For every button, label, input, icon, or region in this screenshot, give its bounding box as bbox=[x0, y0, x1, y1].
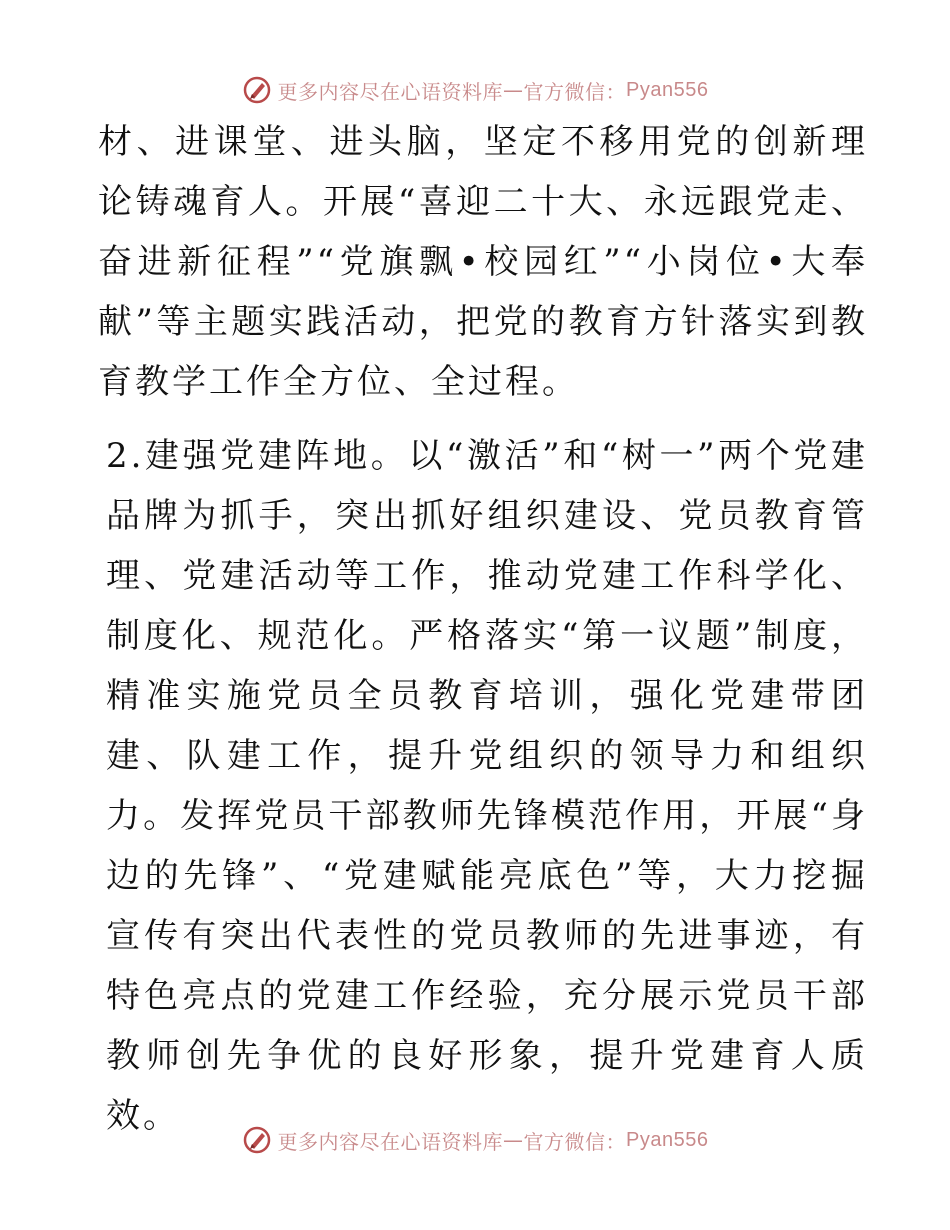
header-wechat-label: 官方微信： bbox=[523, 79, 627, 104]
footer-watermark bbox=[0, 1120, 950, 1160]
header-watermark bbox=[0, 70, 950, 110]
paragraph-2: 2.建强党建阵地。以“激活”和“树一”两个党建品牌为抓手，突出抓好组织建设、党员教育管理、党建活动等工作，推动党建工作科学化、制度化、规范化。严格落实“第一议题”制度，精准实施党员全员教育培训，强化党建带团建、队建工作，提升党组织的领导力和组织力。发挥党员干部教师先锋模范作用，开展“身边的先锋”、“党建赋能亮底色”等，大力挖掘宣传有突出代表性的党员教师的先进事迹，有特色亮点的党建工作经验，充分展示党员干部教师创先争优的良好形象，提升党建育人质效。 bbox=[106, 436, 868, 1136]
document-body bbox=[98, 112, 868, 1146]
pen-circle-icon bbox=[242, 1125, 272, 1155]
pen-circle-icon bbox=[242, 75, 272, 105]
footer-brand-text: 更多内容尽在心语资料库 bbox=[277, 1129, 504, 1154]
footer-wechat-id: Pyan556 bbox=[626, 1128, 709, 1151]
footer-wechat-label: 官方微信： bbox=[523, 1129, 627, 1154]
footer-separator: — bbox=[503, 1128, 524, 1152]
paragraph-1: 材、进课堂、进头脑，坚定不移用党的创新理论铸魂育人。开展“喜迎二十大、永远跟党走、奋进新征程”“党旗飘•校园红”“小岗位•大奉献”等主题实践活动，把党的教育方针落实到教育教学工作全方位、全过程。 bbox=[98, 122, 868, 402]
header-wechat-id: Pyan556 bbox=[626, 78, 709, 101]
header-brand-text: 更多内容尽在心语资料库 bbox=[277, 79, 504, 104]
header-separator: — bbox=[503, 78, 524, 102]
